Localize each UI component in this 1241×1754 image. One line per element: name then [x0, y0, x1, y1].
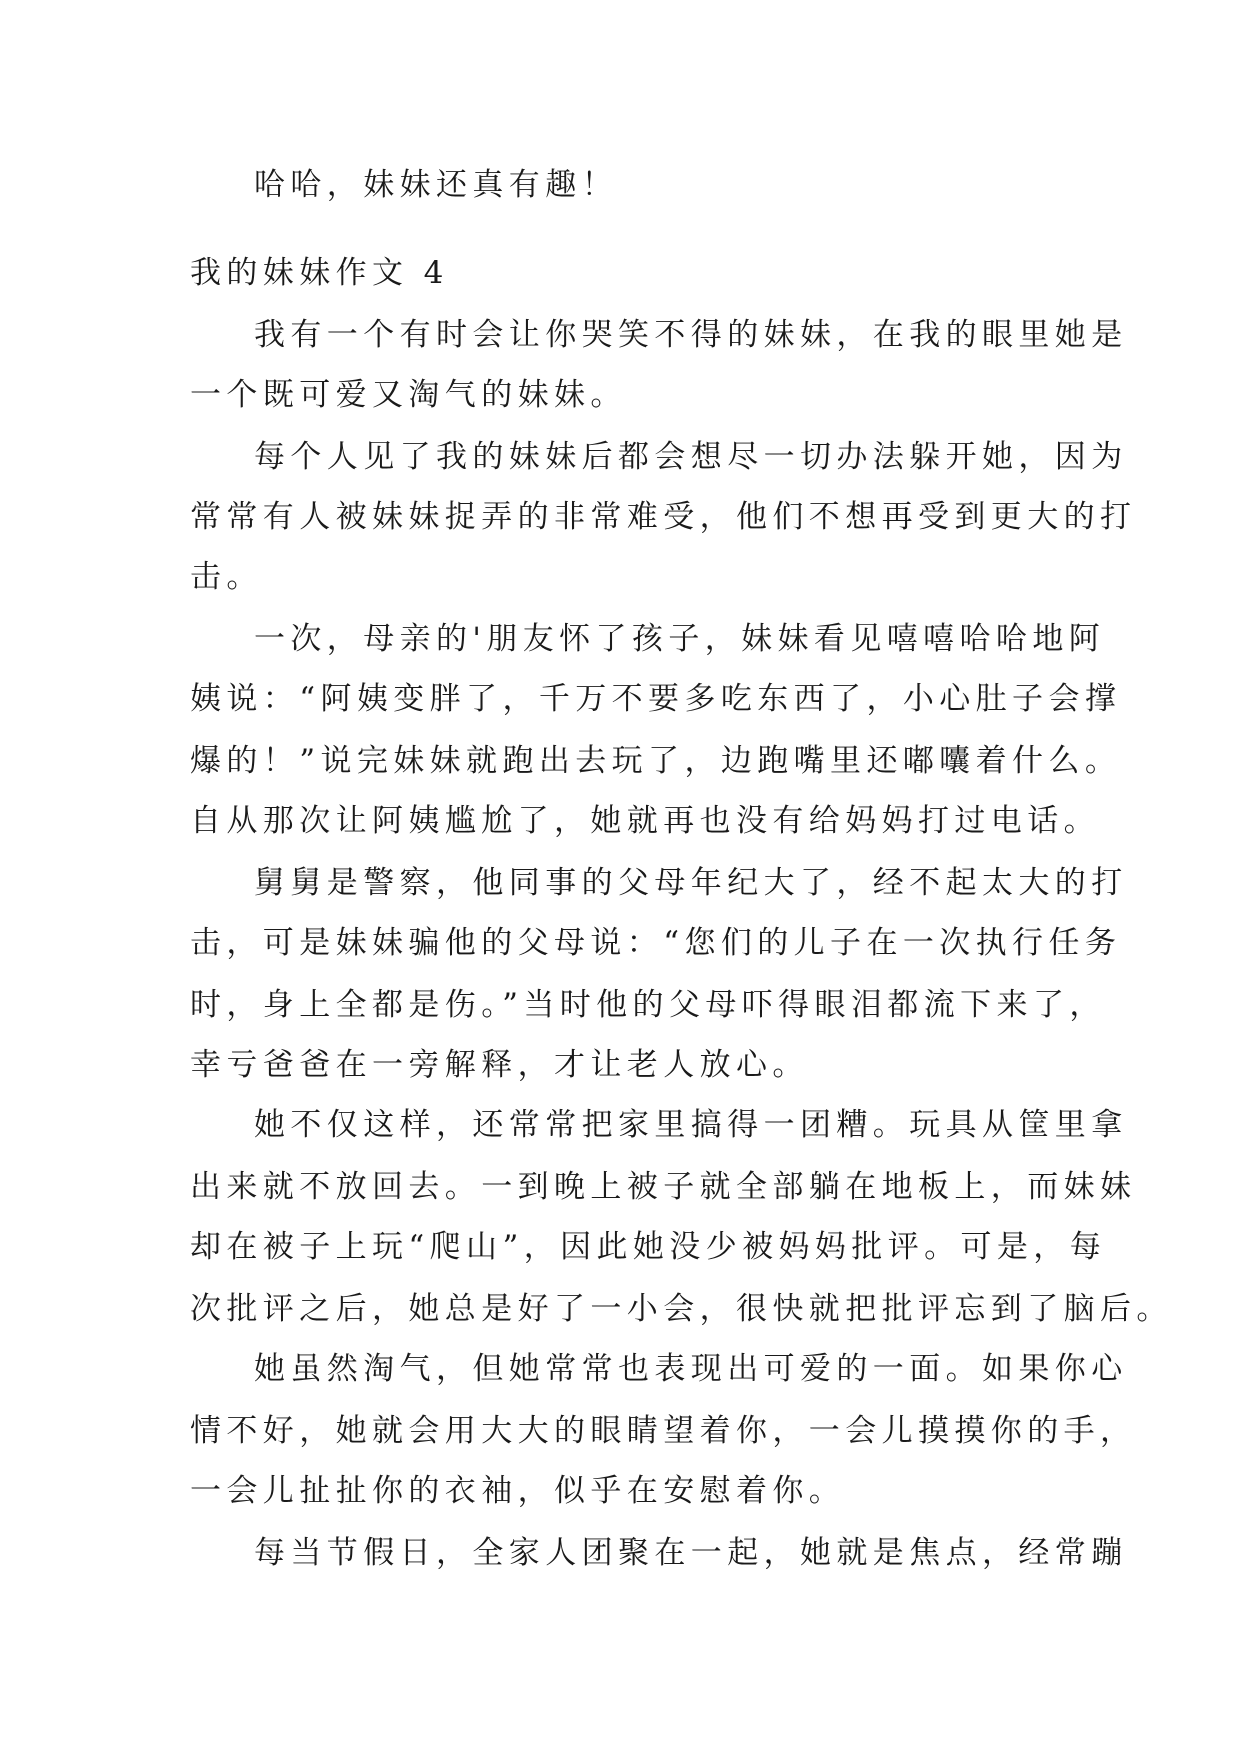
paragraph-line: 时，身上全都是伤。”当时他的父母吓得眼泪都流下来了， — [190, 987, 1106, 1023]
paragraph-line: 幸亏爸爸在一旁解释，才让老人放心。 — [190, 1047, 809, 1083]
paragraph-line: 她虽然淘气，但她常常也表现出可爱的一面。如果你心 — [254, 1351, 1128, 1387]
paragraph-line: 一次，母亲的'朋友怀了孩子，妹妹看见嘻嘻哈哈地阿 — [254, 621, 1106, 657]
paragraph-line: 舅舅是警察，他同事的父母年纪大了，经不起太大的打 — [254, 865, 1128, 901]
paragraph-line: 常常有人被妹妹捉弄的非常难受，他们不想再受到更大的打 — [190, 499, 1137, 535]
paragraph-line: 每个人见了我的妹妹后都会想尽一切办法躲开她，因为 — [254, 439, 1128, 475]
paragraph-line: 次批评之后，她总是好了一小会，很快就把批评忘到了脑后。 — [190, 1291, 1173, 1327]
paragraph-line: 出来就不放回去。一到晚上被子就全部躺在地板上，而妹妹 — [190, 1169, 1137, 1205]
paragraph-line: 自从那次让阿姨尴尬了，她就再也没有给妈妈打过电话。 — [190, 803, 1100, 839]
section-heading: 我的妹妹作文 4 — [190, 255, 449, 291]
paragraph-line: 击，可是妹妹骗他的父母说：“您们的儿子在一次执行任务 — [190, 925, 1122, 961]
paragraph-line: 我有一个有时会让你哭笑不得的妹妹，在我的眼里她是 — [254, 317, 1128, 353]
paragraph-line: 她不仅这样，还常常把家里搞得一团糟。玩具从筐里拿 — [254, 1107, 1128, 1143]
paragraph-line: 哈哈，妹妹还真有趣！ — [254, 167, 618, 203]
paragraph-line: 一会儿扯扯你的衣袖，似乎在安慰着你。 — [190, 1473, 846, 1509]
paragraph-line: 一个既可爱又淘气的妹妹。 — [190, 377, 627, 413]
paragraph-line: 每当节假日，全家人团聚在一起，她就是焦点，经常蹦 — [254, 1535, 1128, 1571]
paragraph-line: 姨说：“阿姨变胖了，千万不要多吃东西了，小心肚子会撑 — [190, 681, 1122, 717]
paragraph-line: 情不好，她就会用大大的眼睛望着你，一会儿摸摸你的手， — [190, 1413, 1137, 1449]
paragraph-line: 爆的！”说完妹妹就跑出去玩了，边跑嘴里还嘟囔着什么。 — [190, 743, 1122, 779]
paragraph-line: 击。 — [190, 559, 263, 595]
paragraph-line: 却在被子上玩“爬山”，因此她没少被妈妈批评。可是，每 — [190, 1229, 1107, 1265]
